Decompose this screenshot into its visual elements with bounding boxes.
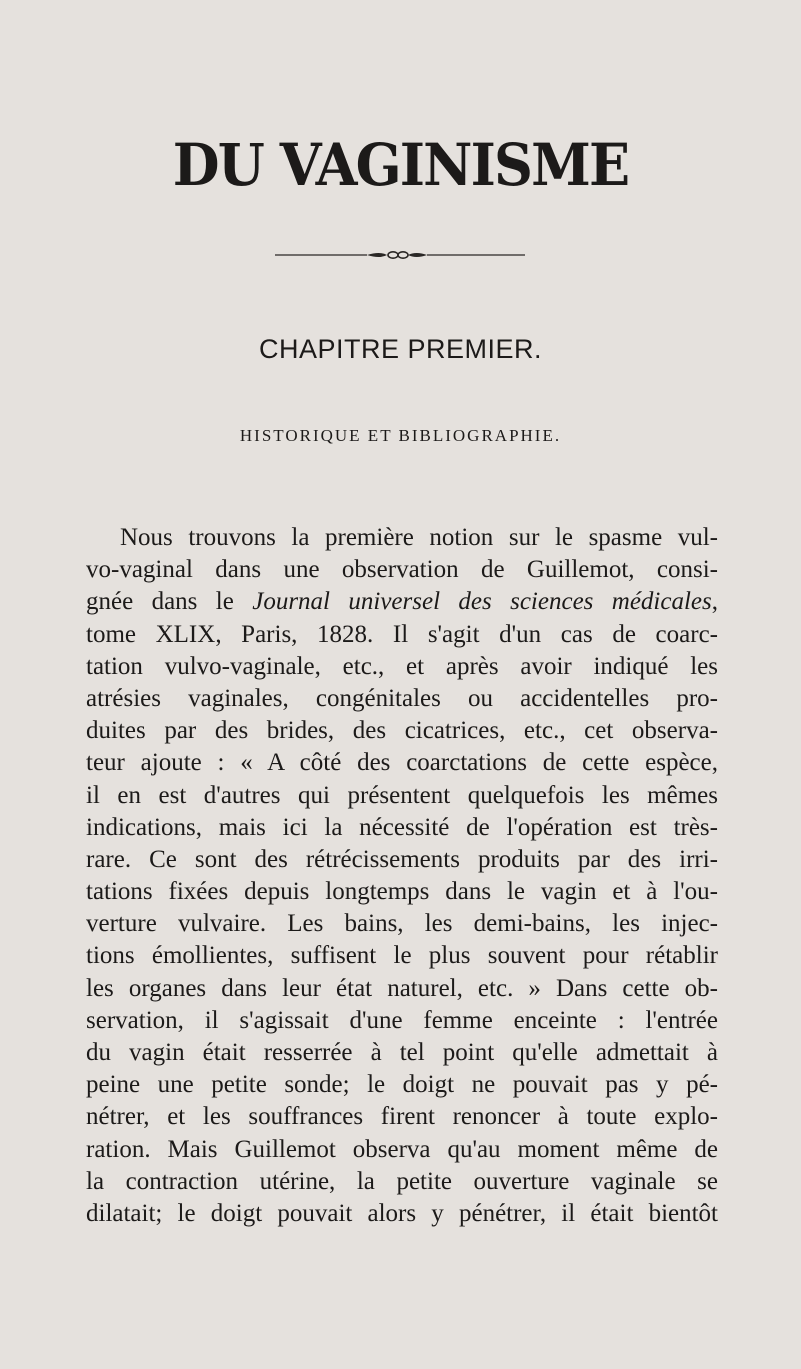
text-line: la contraction utérine, la petite ouverture vaginale se (86, 1167, 718, 1195)
text-line (86, 586, 718, 618)
text-line: nétrer, et les souffrances firent renoncer à toute explo- (86, 1103, 718, 1131)
text-line: les organes dans leur état naturel, etc. » Dans cette ob- (86, 974, 718, 1002)
text-line: ration. Mais Guillemot observa qu'au moment même de (86, 1135, 718, 1163)
body-paragraph (86, 522, 718, 1230)
text-line: tions émollientes, suffisent le plus souvent pour rétablir (86, 942, 718, 970)
text-fragment: , (711, 588, 718, 616)
text-line: indications, mais ici la nécessité de l'opération est très- (86, 813, 718, 841)
page-title: DU VAGINISME (172, 131, 629, 199)
text-line: teur ajoute : « A côté des coarctations de cette espèce, (86, 749, 718, 777)
text-line: tome XLIX, Paris, 1828. Il s'agit d'un cas de coarc- (86, 620, 718, 648)
text-line: Nous trouvons la première notion sur le spasme vul- (120, 524, 718, 551)
text-line: du vagin était resserrée à tel point qu'elle admettait à (86, 1039, 718, 1066)
text-line: il en est d'autres qui présentent quelquefois les mêmes (86, 781, 718, 809)
section-subtitle: HISTORIQUE ET BIBLIOGRAPHIE. (239, 426, 562, 445)
text-line: peine une petite sonde; le doigt ne pouvait pas y pé- (86, 1071, 718, 1099)
text-line: rare. Ce sont des rétrécissements produits par des irri- (86, 845, 718, 873)
journal-title: Journal universel des sciences médicales (252, 588, 712, 616)
text-line: vo-vaginal dans une observation de Guillemot, consi- (86, 556, 718, 584)
text-fragment: gnée dans le (86, 588, 253, 616)
text-line: dilatait; le doigt pouvait alors y pénétrer, il était bientôt (86, 1199, 718, 1227)
text-line: tation vulvo-vaginale, etc., et après avoir indiqué les (86, 652, 718, 680)
chapter-heading: CHAPITRE PREMIER. (258, 334, 543, 364)
text-line: verture vulvaire. Les bains, les demi-bains, les injec- (86, 910, 718, 938)
text-line: tations fixées depuis longtemps dans le vagin et à l'ou- (86, 878, 718, 906)
ornamental-divider (275, 249, 525, 261)
text-line: duites par des brides, des cicatrices, etc., cet observa- (86, 717, 718, 745)
text-line: atrésies vaginales, congénitales ou accidentelles pro- (86, 684, 718, 712)
text-line: servation, il s'agissait d'une femme enceinte : l'entrée (86, 1006, 718, 1034)
